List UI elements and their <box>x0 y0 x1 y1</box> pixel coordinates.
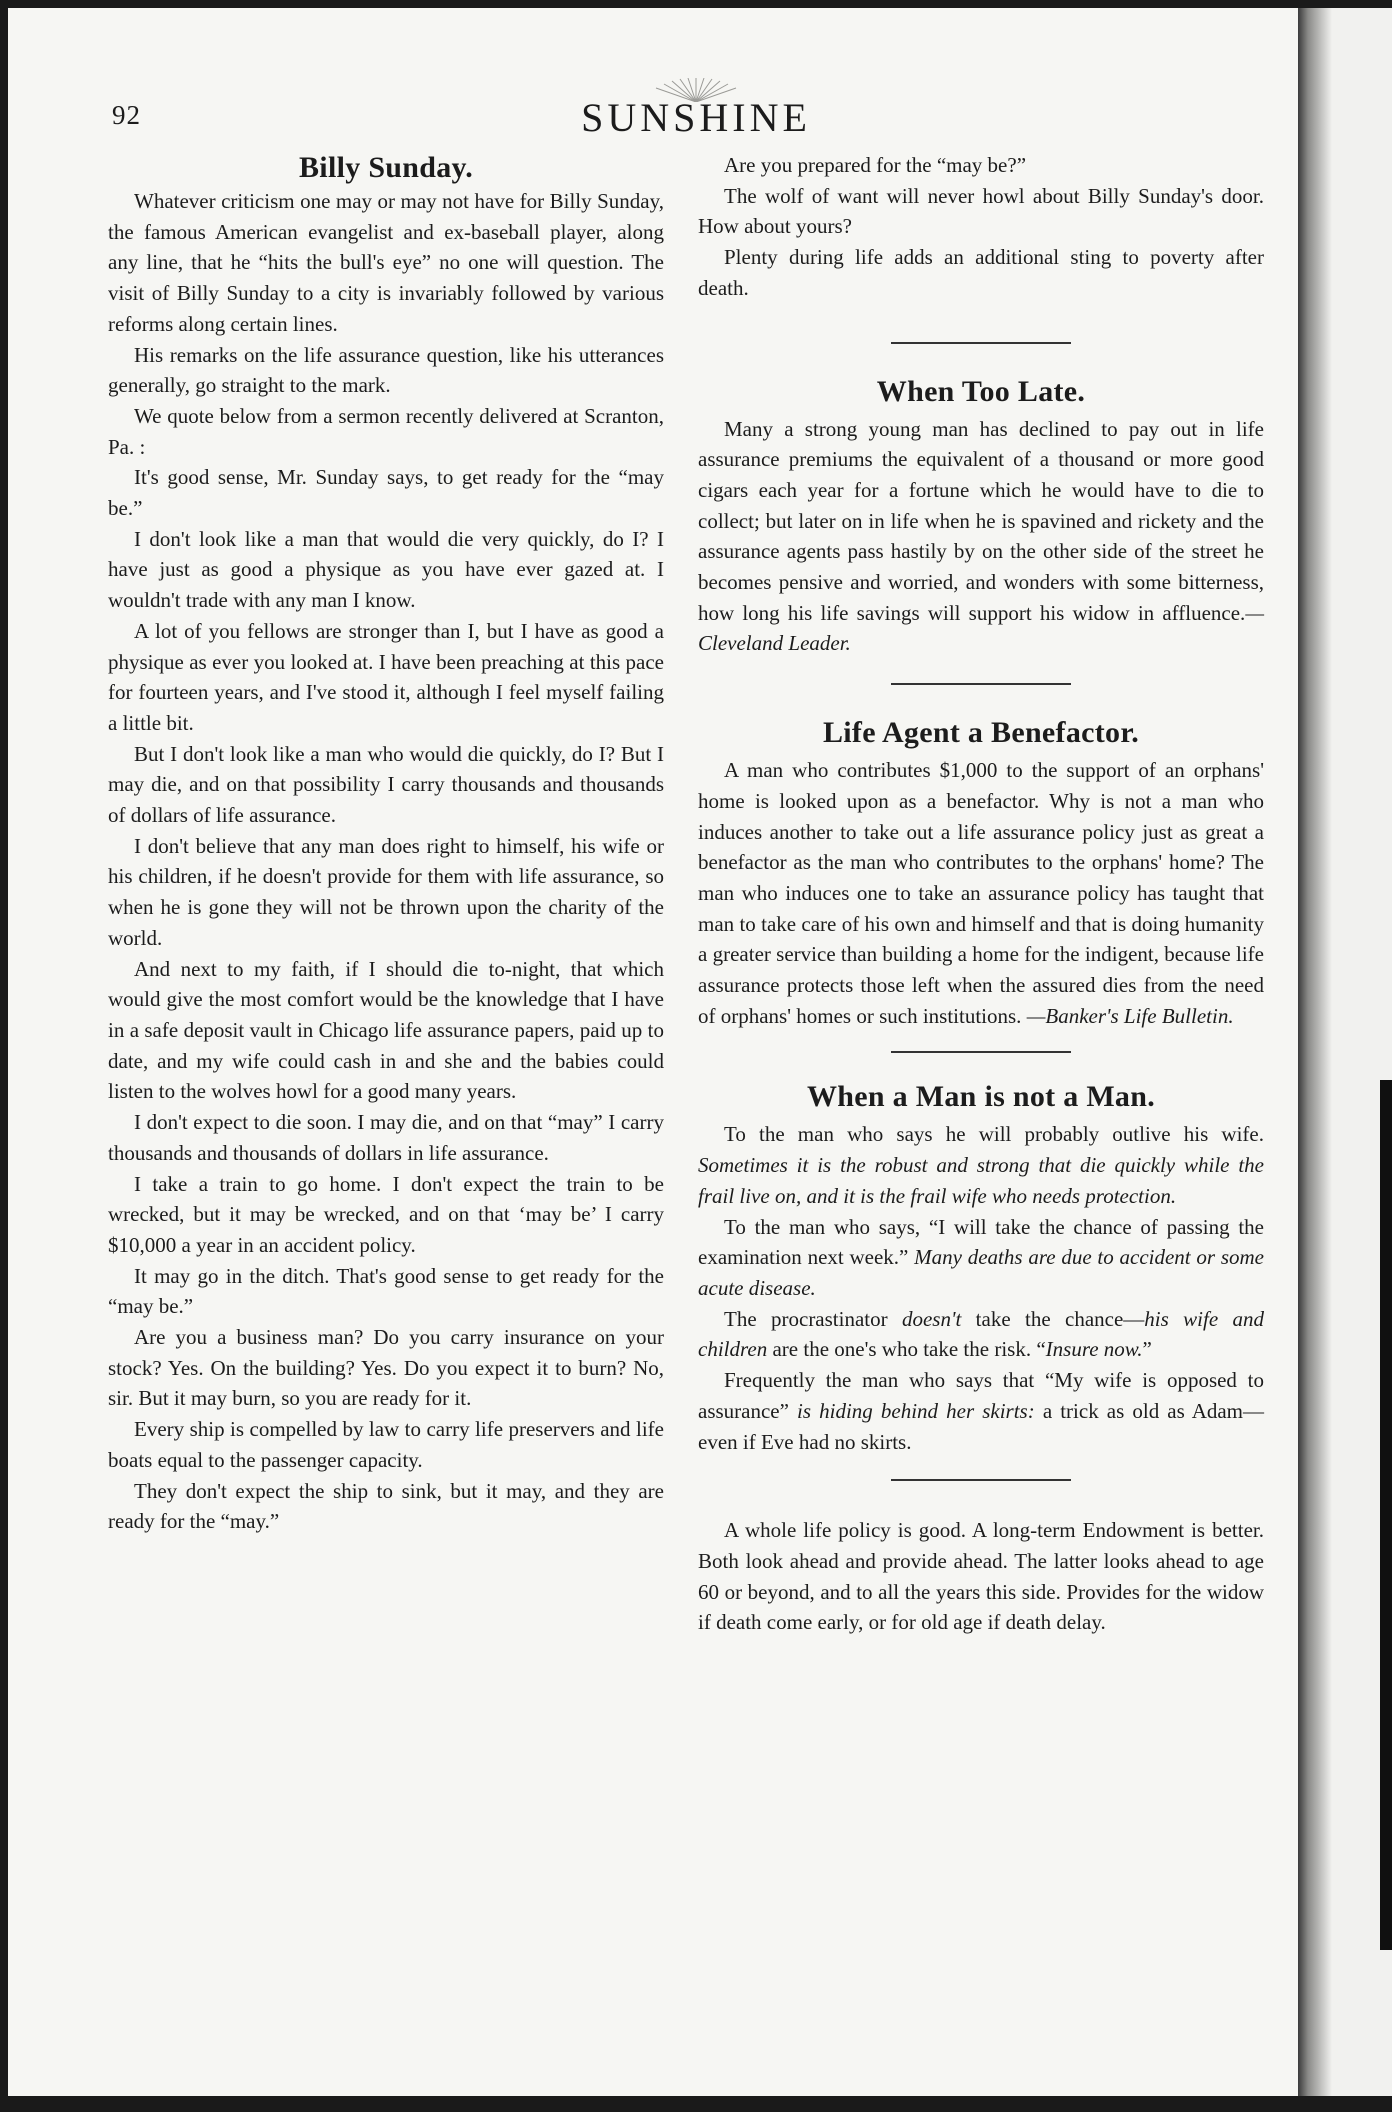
section-divider <box>891 683 1071 685</box>
article-title: When a Man is not a Man. <box>806 1080 1156 1114</box>
masthead-title: SUNSHINE <box>581 95 811 140</box>
article-emphasis: Many deaths are due to accident or some acute disease. <box>698 1245 1264 1300</box>
article-text: To the man who says he will probably outlive his wife. <box>724 1122 1264 1147</box>
article-source: —Cleveland Leader. <box>698 600 1264 656</box>
article-paragraph: I don't expect to die soon. I may die, and on that “may” I carry thousands and thousands of dollars in life assurance. <box>108 1110 664 1165</box>
article-paragraph: Whatever criticism one may or may not have for Billy Sunday, the famous American evangelist and ex-baseball player, along any line, that he “hits the bull's eye” no one will question. The visit of Billy Sunday to a city is invariably followed by various reforms along certain lines. <box>108 189 664 336</box>
article-paragraph <box>698 414 1264 660</box>
page-edge-shadow <box>1298 8 1392 2096</box>
article-paragraph: We quote below from a sermon recently delivered at Scranton, Pa. : <box>108 403 664 459</box>
article-paragraph <box>698 1365 1264 1457</box>
article-title: When Too Late. <box>876 374 1086 408</box>
article-paragraph: But I don't look like a man who would die quickly, do I? But I may die, and on that possibility I carry thousands and thousands of dollars of life assurance. <box>108 741 664 828</box>
article-paragraph: It's good sense, Mr. Sunday says, to get ready for the “may be.” <box>108 465 664 521</box>
article-paragraph: They don't expect the ship to sink, but it may, and they are ready for the “may.” <box>108 1478 664 1534</box>
article-body: Many a strong young man has declined to pay out in life assurance premiums the equivalent of a thousand or more good cigars each year for a fortune which he would have to die to collect; but later on in life when he is spavined and rickety and the assurance agents pass hastily by on the other side of the street he becomes pensive and worried, and wonders with some bitterness, how long his life savings will support his widow in affluence. <box>698 416 1264 625</box>
article-body: A man who contributes $1,000 to the support of an orphans' home is looked upon as a benefactor. Why is not a man who induces another to take out a life assurance policy just as great a benefactor as the man who contributes to the orphans' home? The man who induces one to take an assurance policy has taught that man to take care of his own and himself and that is doing humanity a greater service than building a home for the indigent, because life assurance protects those left when the assured dies from the need of orphans' homes or such institutions. <box>698 758 1264 1028</box>
article-paragraph: Every ship is compelled by law to carry life preservers and life boats equal to the passenger capacity. <box>108 1417 664 1472</box>
article-emphasis: Insure now. <box>1045 1337 1143 1362</box>
article-title: Life Agent a Benefactor. <box>822 716 1140 750</box>
article-paragraph: I don't believe that any man does right to himself, his wife or his children, if he doesn't provide for them with life assurance, so when he is gone they will not be thrown upon the charity of the world. <box>108 833 664 950</box>
article-paragraph: His remarks on the life assurance question, like his utterances generally, go straight to the mark. <box>108 342 664 398</box>
article-paragraph: Are you prepared for the “may be?” <box>724 153 1027 177</box>
article-text: ” <box>1142 1337 1152 1362</box>
article-paragraph <box>698 1212 1264 1304</box>
article-emphasis: doesn't <box>901 1306 962 1331</box>
article-text: The procrastinator <box>724 1306 888 1331</box>
page-number: 92 <box>112 100 141 130</box>
article-text: a trick as old as Adam—even if Eve had no skirts. <box>698 1398 1265 1454</box>
article-paragraph: Plenty during life adds an additional sting to poverty after death. <box>698 245 1264 300</box>
article-paragraph: It may go in the ditch. That's good sense to get ready for the “may be.” <box>108 1263 664 1319</box>
page-edge-bar <box>1380 1080 1392 1950</box>
article-text: are the one's who take the risk. “ <box>772 1337 1046 1362</box>
article-paragraph: And next to my faith, if I should die to-night, that which would give the most comfort would be the knowledge that I have in a safe deposit vault in Chicago life assurance papers, paid up to date, and my wife could cash in and she and the babies could listen to the wolves howl for a good many years. <box>108 956 664 1104</box>
article-text: take the chance— <box>975 1306 1145 1331</box>
article-text: Frequently the man who says that “My wife is opposed to assurance” <box>698 1368 1264 1423</box>
article-paragraph: A whole life policy is good. A long-term Endowment is better. Both look ahead and provide ahead. The latter looks ahead to age 60 or beyond, and to all the years this side. Provides for the widow if death come early, or for old age if death delay. <box>698 1518 1264 1635</box>
article-paragraph: Are you a business man? Do you carry insurance on your stock? Yes. On the building? Yes. Do you expect it to burn? No, sir. But it may burn, so you are ready for it. <box>108 1325 664 1411</box>
article-text: To the man who says, “I will take the chance of passing the examination next week.” <box>698 1214 1264 1270</box>
article-emphasis: is hiding behind her skirts: <box>797 1398 1035 1423</box>
article-emphasis: Sometimes it is the robust and strong that die quickly while the frail live on, and it is the frail wife who needs protection. <box>698 1153 1264 1208</box>
section-divider <box>891 1051 1071 1053</box>
article-paragraph: The wolf of want will never howl about Billy Sunday's door. How about yours? <box>698 183 1264 239</box>
article-paragraph: I don't look like a man that would die very quickly, do I? I have just as good a physique as you have ever gazed at. I wouldn't trade with any man I know. <box>108 526 664 613</box>
article-emphasis: his wife and children <box>698 1306 1265 1362</box>
article-source: —Banker's Life Bulletin. <box>1026 1003 1234 1028</box>
article-paragraph: A lot of you fellows are stronger than I, but I have as good a physique as ever you looked at. I have been preaching at this pace for fourteen years, and I've stood it, although I feel myself failing a little bit. <box>108 618 664 735</box>
left-column <box>108 150 664 1537</box>
article-title: Billy Sunday. <box>299 151 473 184</box>
article-paragraph <box>698 1304 1264 1365</box>
article-paragraph <box>698 755 1264 1031</box>
article-paragraph <box>698 1119 1264 1211</box>
section-divider <box>891 342 1071 344</box>
right-column <box>698 150 1264 1638</box>
section-divider <box>891 1479 1071 1481</box>
article-paragraph: I take a train to go home. I don't expect the train to be wrecked, but it may be wrecked, and on that ‘may be’ I carry $10,000 a year in an accident policy. <box>108 1171 664 1257</box>
